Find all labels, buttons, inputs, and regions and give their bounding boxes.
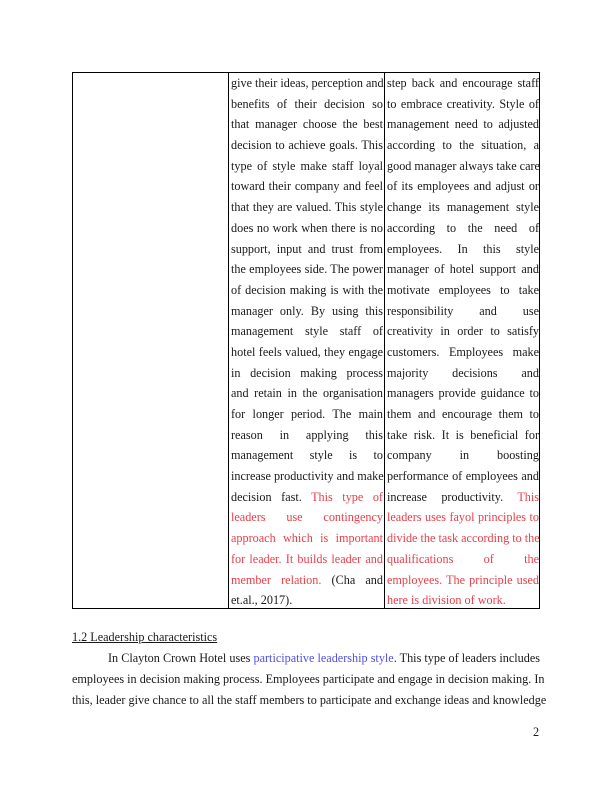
highlighted-text: This type of (311, 489, 383, 504)
text-line (231, 259, 383, 280)
highlighted-text: qualifications of the (387, 551, 539, 566)
highlighted-text: leaders uses fayol principles to (387, 510, 539, 525)
highlighted-text: divide the task according to the (387, 531, 540, 546)
text-segment: for longer period. The main (231, 407, 383, 421)
text-line (387, 549, 539, 570)
text-line (387, 259, 539, 280)
text-line (387, 321, 539, 342)
text-segment: motivate employees to take (387, 282, 539, 297)
text-segment: change its management style (387, 200, 539, 215)
text-line (231, 114, 383, 135)
text-segment: employees. In this style (387, 241, 539, 256)
text-line (231, 466, 383, 487)
text-segment: reason in applying this (231, 427, 383, 442)
text-line (231, 363, 383, 384)
text-line (387, 280, 539, 301)
highlighted-text: for leader. It builds leader and (231, 551, 383, 566)
highlighted-text: participative leadership style (253, 651, 394, 665)
text-line (231, 487, 383, 508)
text-line (72, 648, 540, 669)
text-segment: management style staff of (231, 324, 383, 339)
text-line (231, 425, 383, 446)
text-line (231, 218, 383, 239)
text-line (387, 383, 539, 404)
text-line (231, 280, 383, 301)
text-line (72, 669, 545, 690)
text-segment: decision fast. (231, 489, 312, 504)
text-line (387, 73, 539, 94)
text-segment: that manager choose the best (231, 117, 383, 132)
text-segment: them and encourage them to (387, 407, 539, 421)
text-segment: (Cha and (321, 572, 383, 587)
text-segment: to embrace creativity. Style of (387, 96, 539, 111)
highlighted-text: member relation. (231, 572, 322, 587)
highlighted-text: approach which is important (231, 531, 383, 546)
text-segment: and retain in the organisation (231, 386, 383, 401)
text-line (387, 239, 539, 260)
text-line (387, 114, 539, 135)
text-segment: manager of hotel support and (387, 262, 539, 277)
text-line (387, 135, 539, 156)
text-line (231, 570, 383, 591)
text-line (231, 94, 383, 115)
text-segment: take risk. It is beneficial for (387, 427, 539, 442)
text-segment: creativity in order to satisfy (387, 324, 539, 339)
table-cell-application (387, 73, 539, 611)
text-segment: good manager always take care (387, 158, 540, 173)
text-segment: In Clayton Crown Hotel uses (108, 651, 254, 665)
text-line (387, 363, 539, 384)
text-segment: management style is to (231, 448, 383, 463)
text-segment: performance of employees and (387, 469, 539, 484)
text-line (387, 507, 539, 528)
page-number: 2 (533, 725, 540, 739)
highlighted-text: This (517, 489, 539, 504)
text-segment: . This type of leaders includes (393, 651, 540, 665)
text-segment: et.al., 2017). (231, 593, 293, 608)
text-segment: majority decisions and (387, 365, 539, 380)
text-line (231, 445, 383, 466)
text-line (387, 342, 539, 363)
text-line (387, 425, 539, 446)
text-segment: customers. Employees make (387, 344, 539, 359)
text-segment: decision to achieve goals. This (231, 138, 383, 153)
text-line (231, 404, 383, 425)
text-segment: in decision making process (231, 365, 383, 380)
text-segment: according to the situation, a (387, 138, 539, 153)
text-line (231, 321, 383, 342)
text-line (387, 404, 539, 425)
text-segment: company in boosting (387, 448, 539, 463)
text-segment: manager only. By using this (231, 303, 383, 318)
text-segment: managers provide guidance to (387, 386, 539, 401)
text-line (231, 156, 383, 177)
text-segment: according to the need of (387, 220, 539, 235)
text-segment: give their ideas, perception and (231, 76, 384, 90)
text-line (387, 197, 539, 218)
text-line (231, 342, 383, 363)
section-paragraph (72, 648, 547, 711)
text-segment: management need to adjusted (387, 117, 539, 132)
text-segment: this, leader give chance to all the staff members to participate and exchange ideas and knowledge (72, 693, 547, 707)
leadership-table (72, 72, 540, 609)
text-segment: type of style make staff loyal (231, 158, 383, 173)
highlighted-text: here is division of work. (387, 593, 506, 608)
text-segment: responsibility and use (387, 303, 539, 318)
text-line (231, 239, 383, 260)
text-segment: increase productivity. (387, 489, 518, 504)
text-line (387, 218, 539, 239)
text-line (231, 197, 383, 218)
text-line (387, 156, 539, 177)
text-segment: support, input and trust from (231, 241, 383, 256)
text-line (231, 176, 383, 197)
highlighted-text: employees. The principle used (387, 572, 539, 587)
text-segment: does no work when there is no (231, 220, 383, 235)
text-segment: of decision making is with the (231, 282, 383, 297)
highlighted-text: leaders use contingency (231, 510, 383, 525)
text-segment: employees in decision making process. Employees participate and engage in decision making. In (72, 672, 545, 686)
text-segment: that they are valued. This style (231, 200, 383, 215)
text-line (387, 570, 539, 591)
text-segment: of its employees and adjust or (387, 179, 539, 194)
text-segment: the employees side. The power (231, 262, 383, 277)
text-line (387, 445, 539, 466)
text-line (231, 549, 383, 570)
text-segment: step back and encourage staff (387, 76, 539, 90)
text-line (387, 590, 539, 611)
text-segment: hotel feels valued, they engage (231, 344, 383, 359)
text-line (231, 507, 383, 528)
text-line (387, 94, 539, 115)
text-line (387, 487, 539, 508)
text-line (387, 528, 539, 549)
table-divider (228, 73, 229, 608)
section-heading: 1.2 Leadership characteristics (72, 630, 218, 644)
table-cell-description (231, 73, 383, 611)
table-divider (384, 73, 385, 608)
text-line (387, 176, 539, 197)
text-segment: toward their company and feel (231, 179, 383, 194)
text-line (231, 528, 383, 549)
text-line (231, 135, 383, 156)
text-line (231, 383, 383, 404)
text-line (72, 690, 547, 711)
text-line (231, 301, 383, 322)
text-line (387, 301, 539, 322)
text-line (231, 73, 383, 94)
text-segment: benefits of their decision so (231, 96, 383, 111)
text-line (387, 466, 539, 487)
text-segment: increase productivity and make (231, 469, 384, 484)
text-line (231, 590, 383, 611)
